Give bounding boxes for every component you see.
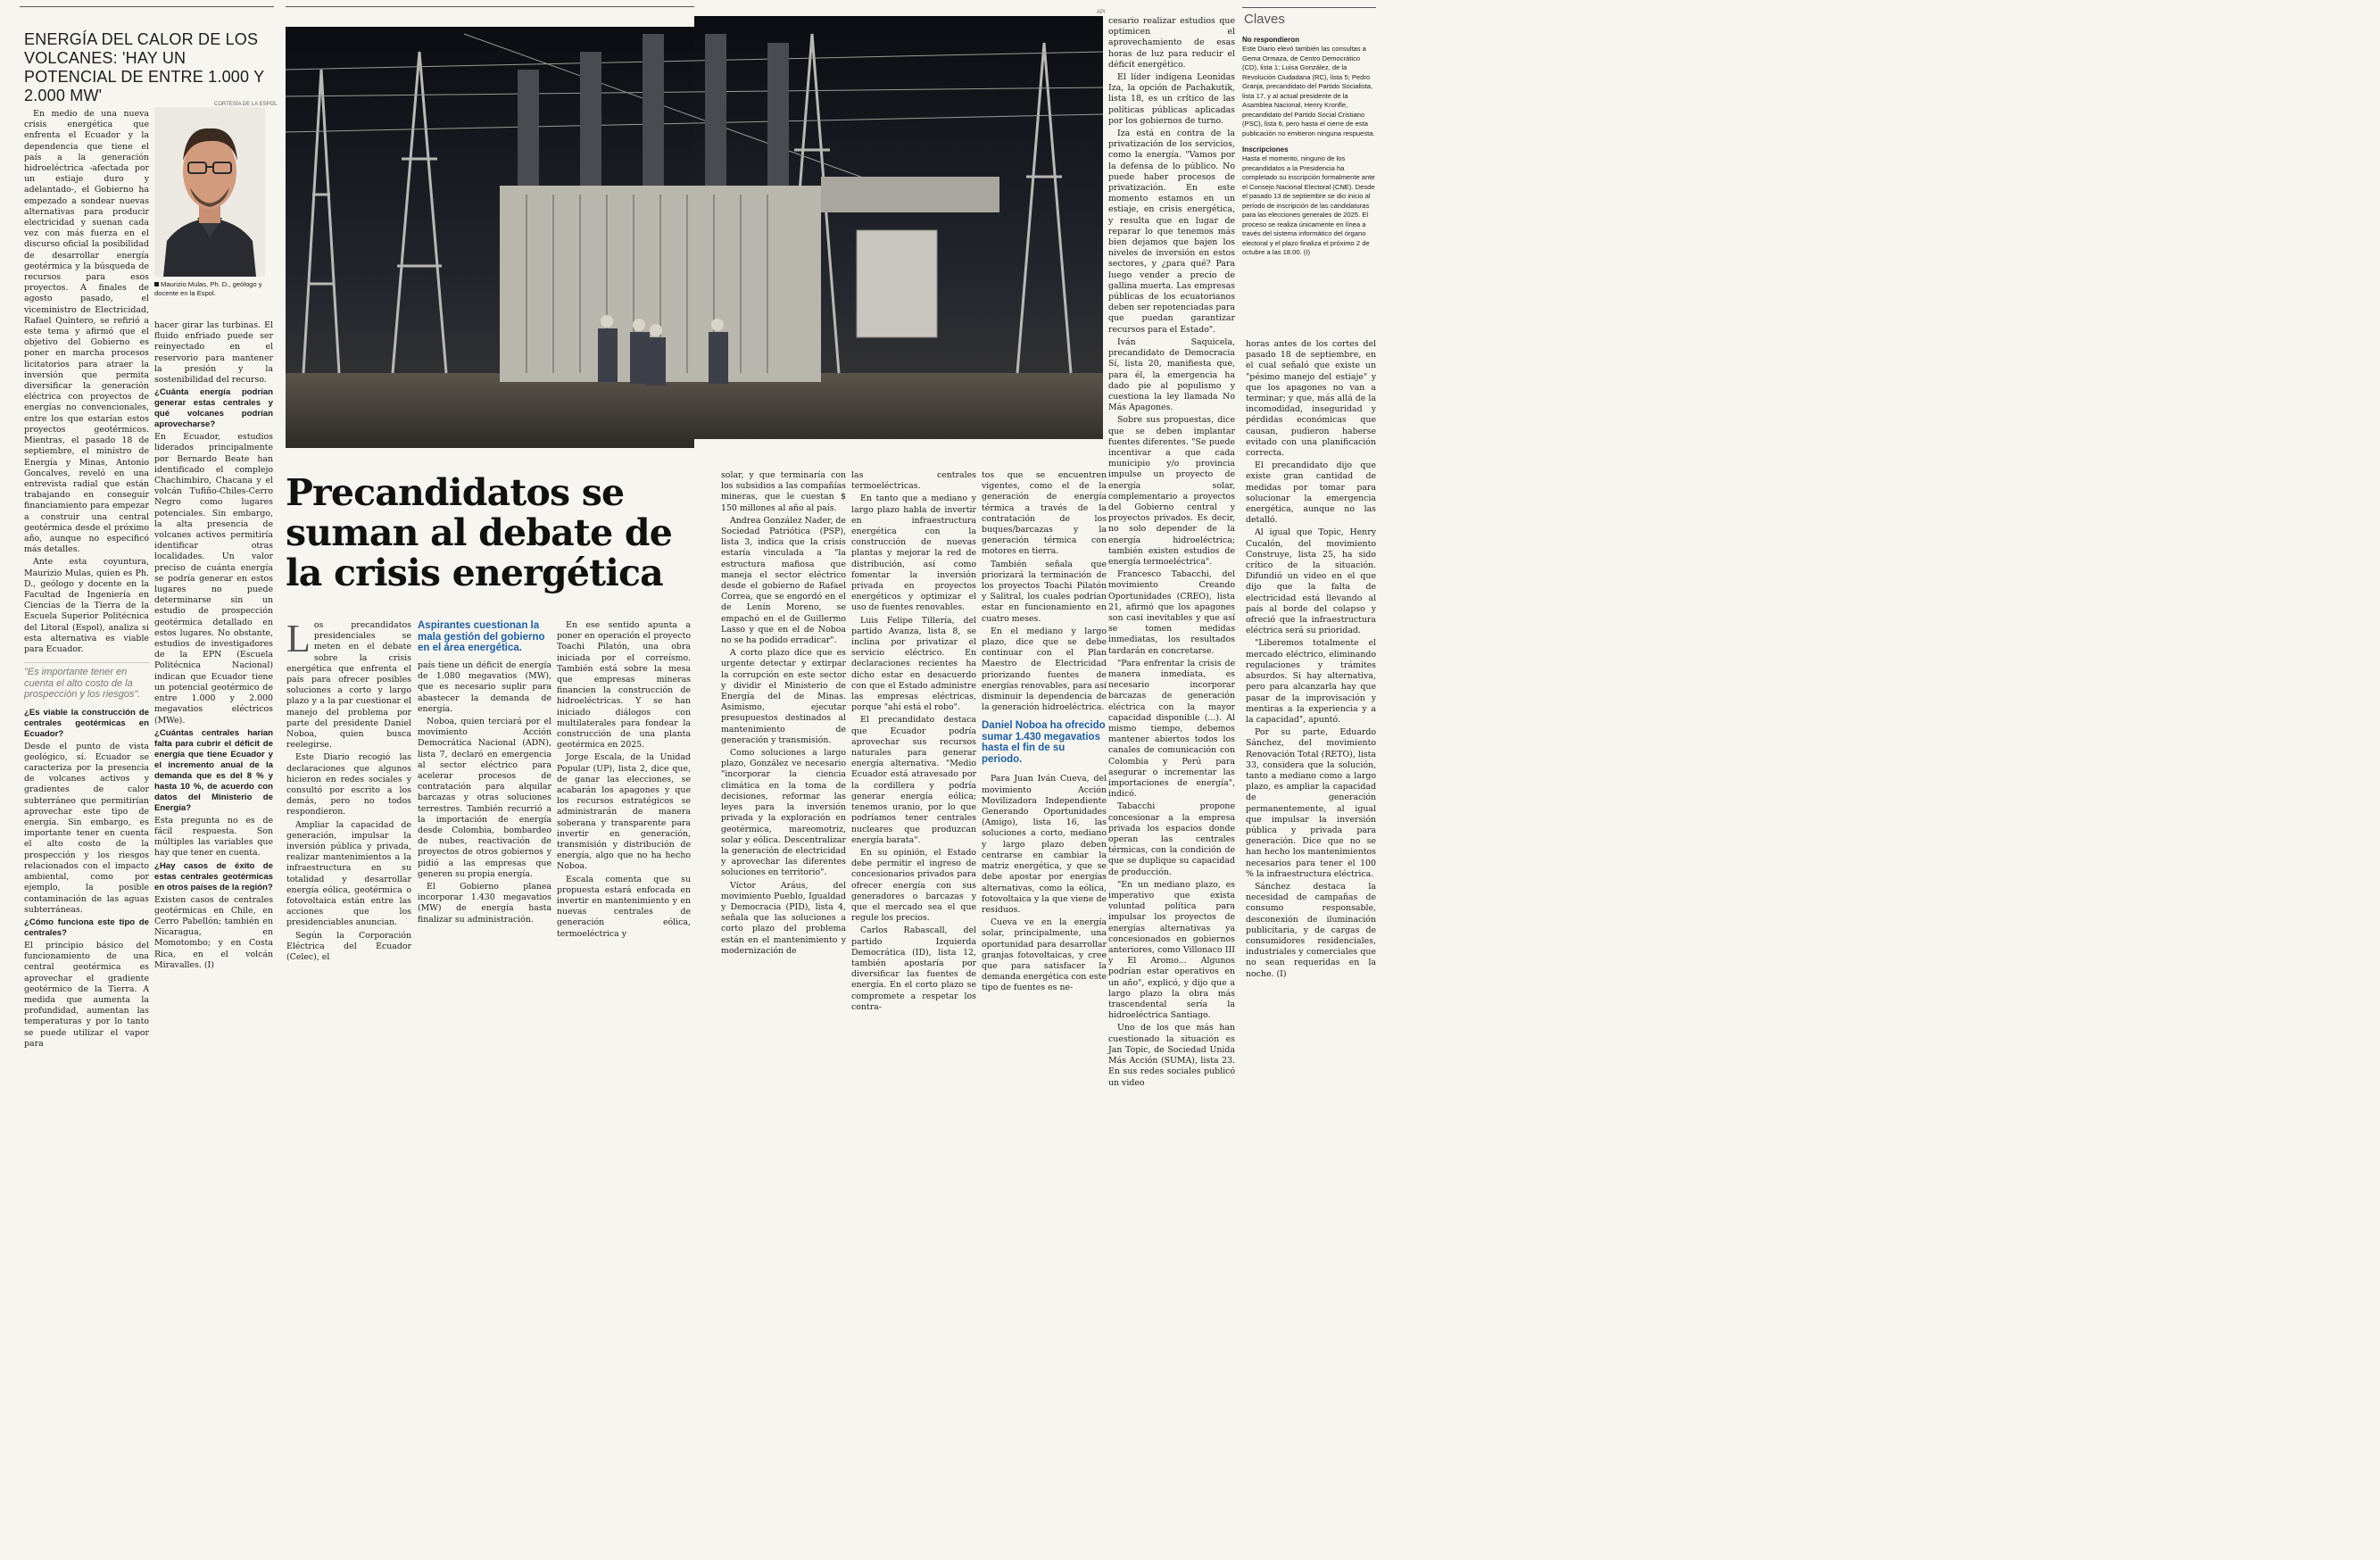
- article-column-a1: [286, 617, 411, 965]
- body-paragraph: Según la Corporación Eléctrica del Ecuador (Celec), el: [286, 930, 411, 963]
- interview-question: ¿Hay casos de éxito de estas centrales geotérmicas en otros países de la región?: [154, 860, 273, 892]
- photo-credit-sidebar: CORTESÍA DE LA ESPOL: [214, 102, 278, 107]
- body-paragraph: El precandidato dijo que existe gran cantidad de medidas por tomar para solucionar la emergencia energética, aunque no las detalló.: [1246, 461, 1376, 526]
- substation-illustration: [286, 16, 1103, 448]
- lead-paragraph: os precandidatos presidenciales se meten en el debate sobre la crisis energética que enfrenta el país para ofrecer posibles soluciones a corto y largo plazo y a la par cuestionar el manejo del problema por parte del presidente Daniel Noboa, quien busca reelegirse.: [286, 620, 411, 751]
- article-column-a2: [418, 660, 551, 927]
- article-column-b3: [982, 470, 1107, 996]
- body-paragraph: "En un mediano plazo, es imperativo que exista voluntad política para impulsar los proyectos de energías alternativas ya concesionados en gobiernos anteriores, como Villonaco III y El Aromo... Algunos podrían estar operativos en un año", explicó, y dijo que a largo plazo la obra más trascendental sería la hidroeléctrica Santiago.: [1108, 879, 1235, 1021]
- interview-answer: Existen casos de centrales geotérmicas en Chile, en Cerro Pabellón; también en Nicaragua, en Momotombo; y en Costa Rica, en el volcán Miravalles. (I): [154, 894, 273, 970]
- body-paragraph: solar, y que terminaría con los subsidios a las compañías mineras, que le cuestan $ 150 millones al año al país.: [721, 470, 846, 513]
- body-paragraph: Como soluciones a largo plazo, González ve necesario "incorporar la ciencia climática en la toma de decisiones, reformar las leyes para la inversión privada y la exploración en geotérmica, mareomotriz, solar y eólica. Descentralizar la generación de electricidad y aprovechar las diferentes soluciones en territorio".: [721, 748, 846, 878]
- body-paragraph: Uno de los que más han cuestionado la situación es Jan Topic, de Sociedad Unida Más Acción (SUMA), lista 23. En sus redes sociales publicó un video: [1108, 1023, 1235, 1088]
- body-paragraph: Este Diario recogió las declaraciones que algunos hicieron en redes sociales y consultó por escrito a los demás, pero no todos respondieron.: [286, 752, 411, 817]
- body-paragraph: En tanto que a mediano y largo plazo habla de invertir en infraestructura energética con la construcción de nuevas plantas y mejorar la red de distribución, así como fomentar la inversión privada en proyectos energéticos y optimizar el uso de fuentes renovables.: [851, 494, 976, 613]
- body-paragraph: En el mediano y largo plazo, dice que se debe continuar con el Plan Maestro de Electricidad priorizando fuentes de energías renovables, para así disminuir la dependencia de la generación hidroeléctrica.: [982, 626, 1107, 713]
- sidebar-paragraph: En medio de una nueva crisis energética que enfrenta el Ecuador y la dependencia que tiene el país a la generación hidroeléctrica -afectada por un estiaje duro y adelantado-, el Gobierno ha empezado a sondear nuevas alternativas para producir electricidad y suenan cada vez con más fuerza en el discurso oficial la posibilidad de desarrollar energía geotérmica y la búsqueda de recursos para esos proyectos. A finales de agosto pasado, el viceministro de Electricidad, Rafael Quintero, se refirió a este tema y afirmó que el objetivo del Gobierno es poner en marcha procesos licitatorios para atraer la inversión que permita diversificar la generación eléctrica con proyectos de energías no convencionales, entre los que estarían estos proyectos geotérmicos. Mientras, el pasado 18 de septiembre, el ministro de Energía y Minas, Antonio Goncalves, reveló en una entrevista radial que están trabajando en conseguir financiamiento para empezar a construir una central geotérmica desde el próximo año, aunque no especificó más detalles.: [24, 109, 149, 555]
- body-paragraph: cesario realizar estudios que optimicen el aprovechamiento de esas horas de luz para reducir el déficit energético.: [1108, 16, 1235, 70]
- portrait-illustration: [154, 107, 265, 277]
- body-paragraph: También señala que priorizará la terminación de los proyectos Toachi Pilatón y Salitral, los cuales podrían estar en funcionamiento en cuatro meses.: [982, 559, 1107, 624]
- interview-question: ¿Es viable la construcción de centrales geotérmicas en Ecuador?: [24, 707, 149, 739]
- body-paragraph: En su opinión, el Estado debe permitir el ingreso de concesionarios privados para ofrecer energía con sus generadores o barcazas y que el mercado sea el que regule los precios.: [851, 847, 976, 924]
- body-paragraph: Cueva ve en la energía solar, principalmente, una oportunidad para desarrollar granjas fotovoltaicas, y cree que para satisfacer la demanda energética con este tipo de fuentes es ne-: [982, 917, 1107, 993]
- body-paragraph: Iza está en contra de la privatización de los servicios, como la energía. "Vamos por la defensa de lo público. No puede haber procesos de privatización. En este momento estamos en un estiaje, en crisis energética, y resulta que en lugar de reparar lo que tenemos más bien dejamos que bajen los niveles de inversión en estos sectores, y ¿para qué? Para luego vender a precio de gallina muerta. Las empresas públicas de los ecuatorianos deben ser repotenciadas para que puedan garantizar recursos para el Estado".: [1108, 129, 1235, 335]
- article-headline: Precandidatos se suman al debate de la crisis energética: [286, 471, 672, 594]
- body-paragraph: Luis Felipe Tillería, del partido Avanza, lista 8, se inclina por privatizar el servicio eléctrico. En declaraciones recientes ha dicho estar en desacuerdo con que el Estado administre las empresas eléctricas, porque "ahí está el robo".: [851, 615, 976, 713]
- portrait-caption-text: Maurizio Mulas, Ph. D., geólogo y docente en la Espol.: [154, 280, 262, 297]
- body-paragraph: El líder indígena Leonidas Iza, la opción de Pachakutik, lista 18, es un crítico de las políticas públicas aplicadas por los gobiernos de turno.: [1108, 72, 1235, 126]
- body-paragraph: El precandidato destaca que Ecuador podría aprovechar sus recursos naturales para generar energía alternativa. "Medio Ecuador está atravesado por la cordillera y podría generar energía eólica; tenemos uranio, por lo que podríamos tener centrales nucleares que produzcan energía barata".: [851, 715, 976, 845]
- body-paragraph: Carlos Rabascall, del partido Izquierda Democrática (ID), lista 12, también apostaría por diversificar las fuentes de energía. En el corto plazo se compromete a respetar los contra-: [851, 925, 976, 1012]
- body-paragraph: Noboa, quien terciará por el movimiento Acción Democrática Nacional (ADN), lista 7, declaró en emergencia al sector eléctrico para acelerar procesos de contratación para alquilar barcazas y otras soluciones terrestres. También recurrió a la importación de energía desde Colombia, bombardeo de nubes, reactivación de proyectos de otros gobiernos y pidió a las empresas que generen su propia energía.: [418, 717, 551, 879]
- body-paragraph: En ese sentido apunta a poner en operación el proyecto Toachi Pilatón, una obra iniciada por el correísmo. También está sobre la mesa que empresas mineras financien la construcción de hidroeléctricas. Y se han iniciado diálogos con multilaterales para fondear la construcción de una planta geotérmica en 2025.: [557, 620, 691, 751]
- article-column-c1: [1108, 16, 1235, 1091]
- claves-text: Este Diario elevó también las consultas a Gema Ormaza, de Centro Democrático (CD), lista 1; Luisa González, de la Revolución Ciudadana (RC), lista 5; Pedro Granja, precandidato del Partido Socialista, lista 17, y al actual presidente de la Asamblea Nacional, Henry Kronfle, precandidato del Partido Social Cristiano (PSC), lista 6, pero hasta el cierre de esta publicación no emitieron ninguna respuesta.: [1242, 45, 1375, 137]
- sidebar-headline: ENERGÍA DEL CALOR DE LOS VOLCANES: 'HAY UN POTENCIAL DE ENTRE 1.000 Y 2.000 MW': [24, 30, 264, 104]
- claves-title: Claves: [1244, 12, 1285, 27]
- body-paragraph: Iván Saquicela, precandidato de Democracia Sí, lista 20, manifiesta que, para él, la emergencia ha dado pie al populismo y cuestiona la ley llamada No Más Apagones.: [1108, 336, 1235, 413]
- body-paragraph: Para Juan Iván Cueva, del movimiento Acción Movilizadora Independiente Generando Oportunidades (Amigo), lista 16, las soluciones a corto, mediano y largo plazo deben centrarse en cambiar la matriz energética, y que se debe apostar por energías alternativas, como la eólica, fotovoltaica y la que viene de residuos.: [982, 774, 1107, 915]
- body-paragraph: tos que se encuentren vigentes, como el de la generación de energía térmica a través de la contratación de los buques/barcazas y la generación térmica con motores en tierra.: [982, 470, 1107, 557]
- sidebar-column-2: [154, 320, 273, 973]
- body-paragraph: Escala comenta que su propuesta estará enfocada en invertir en mantenimiento y en nuevas centrales de generación eólica, termoeléctrica y: [557, 874, 691, 939]
- interview-answer: Desde el punto de vista geológico, sí. Ecuador se caracteriza por la presencia de volcanes activos y gradientes de calor subterráneo que permitirían aprovechar este tipo de energía. Sin embargo, es importante tener en cuenta el alto costo de la prospección y los riesgos relacionados con el impacto ambiental, como por ejemplo, la posible contaminación de las aguas subterráneas.: [24, 741, 149, 915]
- article-column-b2: [851, 470, 976, 1015]
- interview-answer: Esta pregunta no es de fácil respuesta. Son múltiples las variables que hay que tener en cuenta.: [154, 815, 273, 859]
- body-paragraph: país tiene un déficit de energía de 1.080 megavatios (MW), que es necesario suplir para abastecer la demanda de energía.: [418, 660, 551, 714]
- pullquote: "Es importante tener en cuenta el alto costo de la prospección y los riesgos".: [24, 662, 149, 701]
- claves-text: Hasta el momento, ninguno de los precandidatos a la Presidencia ha completado su inscripción formalmente ante el Consejo Nacional Electoral (CNE). Desde el pasado 13 de septiembre se dio inicio al período de inscripción de las candidaturas para las elecciones generales de 2025. El proceso se realiza únicamente en línea a través del sistema informático del órgano electoral y el plazo finaliza el próximo 2 de octubre a las 18.00. (I): [1242, 154, 1375, 256]
- interview-question: ¿Cuánta energía podrían generar estas centrales y qué volcanes podrían aprovecharse?: [154, 387, 273, 430]
- claves-box: [1242, 7, 1376, 258]
- dropcap: L: [286, 617, 311, 660]
- body-paragraph: A corto plazo dice que es urgente detectar y extirpar la corrupción en este sector y dividir el Ministerio de Energía del de Minas. Asimismo, ejecutar presupuestos destinados al mantenimiento de generación y transmisión.: [721, 648, 846, 745]
- body-paragraph: las centrales termoeléctricas.: [851, 470, 976, 492]
- interview-question: ¿Cómo funciona este tipo de centrales?: [24, 917, 149, 938]
- body-paragraph: "Liberemos totalmente el mercado eléctrico, eliminando regulaciones y trámites absurdos. Si hay alternativa, pero para alcanzarla hay que pasar de la improvisación y mentiras a la experiencia y a la capacidad", apuntó.: [1246, 638, 1376, 725]
- sidebar-column-1: [24, 109, 149, 1051]
- portrait-photo: [154, 107, 265, 277]
- deck-quote-2: Daniel Noboa ha ofrecido sumar 1.430 megavatios hasta el fin de su periodo.: [982, 720, 1106, 765]
- body-paragraph: horas antes de los cortes del pasado 18 de septiembre, en el cual señaló que existe un "pésimo manejo del estiaje" y que los apagones no van a terminar; y que, más allá de la incomodidad, inseguridad y pérdidas económicas que causan, pudieron haberse evitado con una planificación correcta.: [1246, 339, 1376, 459]
- photo-credit: API: [1097, 10, 1106, 15]
- interview-answer: hacer girar las turbinas. El fluido enfriado puede ser reinyectado en el reservorio para mantener la presión y la sostenibilidad del recurso.: [154, 320, 273, 386]
- interview-question: ¿Cuántas centrales harían falta para cubrir el déficit de energía que tiene Ecuador y el incremento anual de la demanda que es del 8 % y hasta 10 %, de acuerdo con datos del Ministerio de Energía?: [154, 727, 273, 813]
- body-paragraph: Al igual que Topic, Henry Cucalón, del movimiento Construye, lista 25, ha sido crítico de la situación. Difundió un video en el que dijo que la falta de electricidad está llevando al país al borde del colapso y ofreció que la infraestructura eléctrica será su prioridad.: [1246, 527, 1376, 636]
- claves-heading: No respondieron: [1242, 36, 1300, 44]
- sidebar-paragraph: Ante esta coyuntura, Maurizio Mulas, quien es Ph. D., geólogo y docente en la Facultad de Ingeniería en Ciencias de la Tierra de la Escuela Superior Politécnica del Litoral (Espol), analiza si esta alternativa es viable para Ecuador.: [24, 557, 149, 654]
- article-column-a3: [557, 620, 691, 942]
- caption-marker-icon: [154, 282, 159, 286]
- interview-answer: En Ecuador, estudios liderados principalmente por Bernardo Beate han identificado el complejo Chachimbiro, Chacana y el volcán Tufiño-Chiles-Cerro Negro como lugares potenciales. Sin embargo, la alta presencia de volcanes activos permitiría identificar otras localidades. Un valor preciso de cuánta energía se podría generar en estos lugares no puede determinarse sin un estudio de prospección geotérmica detallado en estos lugares. No obstante, estudios de investigadores de la EPN (Escuela Politécnica Nacional) indican que Ecuador tiene un potencial geotérmico de entre 1.000 y 2.000 megavatios eléctricos (MWe).: [154, 432, 273, 726]
- body-paragraph: Tabacchi propone concesionar a la empresa privada los espacios donde operan las centrales térmicas, con la condición de que se duplique su capacidad de producción.: [1108, 801, 1235, 877]
- body-paragraph: Víctor Aráus, del movimiento Pueblo, Igualdad y Democracia (PID), lista 4, señala que las soluciones a corto plazo del problema están en el mantenimiento y modernización de: [721, 880, 846, 956]
- body-paragraph: Andrea González Nader, de Sociedad Patriótica (PSP), lista 3, indica que la crisis estaría vinculada a "la estructura mafiosa que maneja el sector eléctrico desde el gobierno de Rafael Correa, que se engordó en el de Lenín Moreno, se empachó en el de Guillermo Lasso y que en el de Noboa no se ha podido erradicar".: [721, 515, 846, 646]
- body-paragraph: Jorge Escala, de la Unidad Popular (UP), lista 2, dice que, de ganar las elecciones, se acabarán los apagones y que los recursos estratégicos se administrarán de manera soberana y transparente para invertir en generación, transmisión y distribución de energía, algo que no ha hecho Noboa.: [557, 752, 691, 872]
- body-paragraph: "Para enfrentar la crisis de manera inmediata, es necesario incorporar barcazas de generación eléctrica con la mayor capacidad disponible (...). Al mismo tiempo, debemos mantener abiertos todos los canales de comunicación con Colombia y Perú para asegurar o incrementar las importaciones de energía", indicó.: [1108, 658, 1235, 800]
- body-paragraph: Ampliar la capacidad de generación, impulsar la inversión pública y privada, realizar mantenimientos a la infraestructura en su totalidad y desarrollar energía eólica, geotérmica o fotovoltaica están entre las acciones que los presidenciables anuncian.: [286, 819, 411, 928]
- portrait-caption: [154, 280, 270, 298]
- article-column-b1: [721, 470, 846, 958]
- deck-quote-1: Aspirantes cuestionan la mala gestión del gobierno en el área energética.: [418, 620, 545, 653]
- body-paragraph: Francesco Tabacchi, del movimiento Creando Oportunidades (CREO), lista 21, afirmó que los apagones son casi inevitables y que así se tomen medidas inmediatas, los resultados tardarán en concretarse.: [1108, 569, 1235, 656]
- body-paragraph: Sánchez destaca la necesidad de campañas de consumo responsable, desconexión de iluminación publicitaria, y de cargas de consumidores residenciales, industriales y comerciales que no sean requeridas en la noche. (I): [1246, 881, 1376, 979]
- body-paragraph: Sobre sus propuestas, dice que se deben implantar fuentes diferentes. "Se puede incentivar a que cada municipio y/o provincia impulse un proyecto de energía solar, complementario a proyectos del Gobierno central y proyectos privados. Es decir, no solo depender de la energía hidroeléctrica; también existen estudios de energía termoeléctrica".: [1108, 415, 1235, 567]
- article-column-c2: [1246, 339, 1376, 982]
- claves-heading: Inscripciones: [1242, 145, 1289, 154]
- body-paragraph: El Gobierno planea incorporar 1.430 megavatios (MW) de energía hasta finalizar su administración.: [418, 882, 551, 925]
- body-paragraph: Por su parte, Eduardo Sánchez, del movimiento Renovación Total (RETO), lista 33, considera que la solución, tanto a mediano como a largo plazo, es ampliar la capacidad de generación permanentemente, al igual que impulsar la inversión pública y privada para generación. Dice que no se han hecho los mantenimientos necesarios para tener el 100 % la infraestructura eléctrica.: [1246, 727, 1376, 879]
- interview-answer: El principio básico del funcionamiento de una central geotérmica es aprovechar el gradiente geotérmico de la Tierra. A medida que aumenta la profundidad, aumentan las temperaturas y por lo tanto se puede utilizar el vapor para: [24, 940, 149, 1049]
